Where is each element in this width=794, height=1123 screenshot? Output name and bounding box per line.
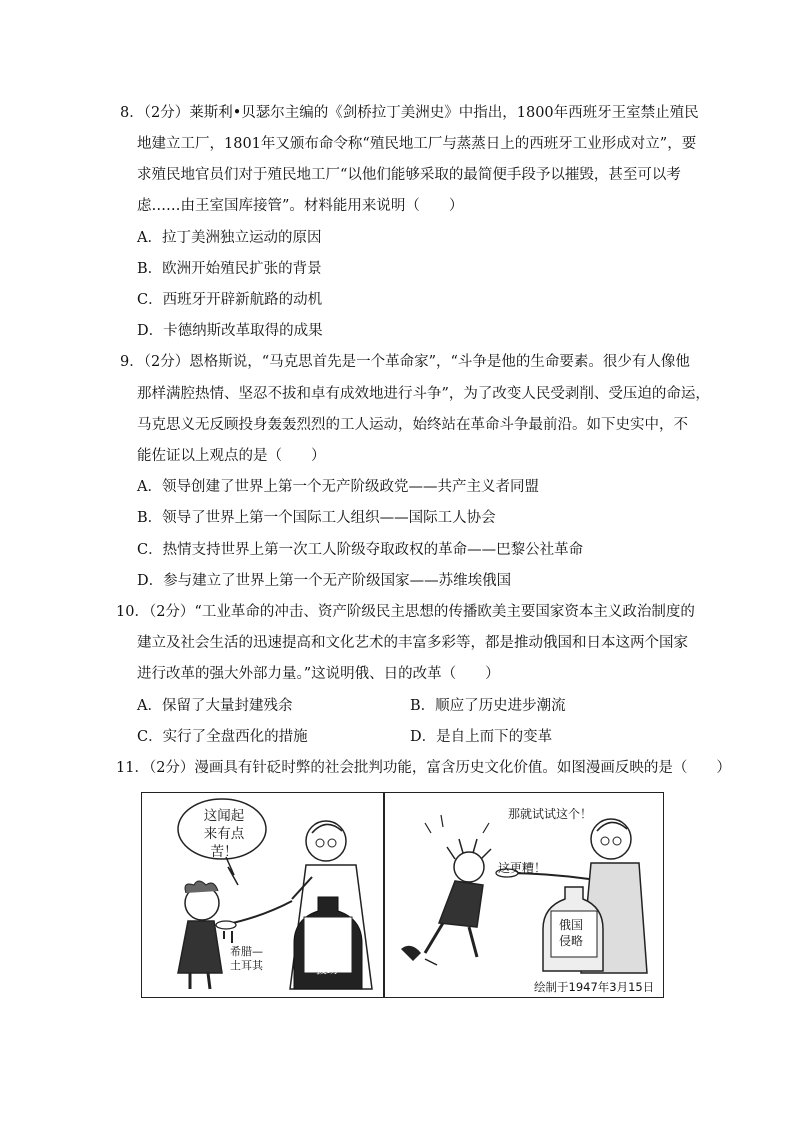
cartoon-right-speech-boy: 这更糟！ [498,861,547,875]
q10-stem-line: 进行改革的强大外部力量。”这说明俄、日的改革（ ） [137,666,500,682]
cartoon-right-bottle-label: 俄国侵略 [558,918,583,948]
q9-option-b: B．领导了世界上第一个国际工人组织——国际工人协会 [137,510,496,526]
q9-stem-line: 那样满腔热情、坚忍不拔和卓有成效地进行斗争”，为了改变人民受剥削、受压迫的命运， [137,386,710,402]
q9-option-c: C．热情支持世界上第一次工人阶级夺取政权的革命——巴黎公社革命 [137,542,584,558]
q9-option-d: D．参与建立了世界上第一个无产阶级国家——苏维埃俄国 [137,573,512,589]
cartoon-date-caption: 绘制于1947年3月15日 [534,980,655,994]
q10-stem-line: 建立及社会生活的迅速提高和文化艺术的丰富多彩等，都是推动俄国和日本这两个国家 [137,635,688,651]
q8-option-a: A．拉丁美洲独立运动的原因 [137,230,322,246]
q10-option-d: D．是自上而下的变革 [410,729,553,745]
q8-stem-line: 虑……由王室国库接管”。材料能用来说明（ ） [137,198,464,214]
cartoon-left-bubble-text: 这闻起来有点苦！ [203,808,245,860]
q10-option-c: C．实行了全盘西化的措施 [137,729,308,745]
q11-stem-line: 11．（2分）漫画具有针砭时弊的社会批判功能，富含历史文化价值。如图漫画反映的是（ ） [116,760,731,776]
political-cartoon [141,792,664,998]
cartoon-right-speech-man: 那就试试这个！ [508,807,593,821]
cartoon-right-panel-drawing [385,793,665,997]
cartoon-left-bottle-label: 对希腊和土耳其期的援助 [310,921,344,976]
q8-option-d: D．卡德纳斯改革取得的成果 [137,323,323,339]
q8-option-c: C．西班牙开辟新航路的动机 [137,292,323,308]
q10-option-b: B．顺应了历史进步潮流 [410,698,566,714]
q8-option-b: B．欧洲开始殖民扩张的背景 [137,261,322,277]
q9-stem-line: 9．（2分）恩格斯说，“马克思首先是一个革命家”，“斗争是他的生命要素。很少有人像他 [120,354,690,370]
q10-option-a: A．保留了大量封建残余 [137,698,293,714]
q10-stem-line: 10．（2分）“工业革命的冲击、资产阶级民主思想的传播欧美主要国家资本主义政治制度的 [116,604,695,620]
q8-stem-line: 8．（2分）莱斯利•贝瑟尔主编的《剑桥拉丁美洲史》中指出，1800年西班牙王室禁止殖民 [120,105,699,121]
cartoon-left-boy-label: 希腊—土耳其 [230,945,263,972]
q8-stem-line: 求殖民地官员们对于殖民地工厂“以他们能够采取的最简便手段予以摧毁，甚至可以考 [137,167,681,183]
q9-option-a: A．领导创建了世界上第一个无产阶级政党——共产主义者同盟 [137,479,539,495]
q9-stem-line: 能佐证以上观点的是（ ） [137,448,326,464]
q8-stem-line: 地建立工厂，1801年又颁布命令称“殖民地工厂与蒸蒸日上的西班牙工业形成对立”，要 [137,136,697,152]
q9-stem-line: 马克思义无反顾投身轰轰烈烈的工人运动，始终站在革命斗争最前沿。如下史实中，不 [137,417,688,433]
